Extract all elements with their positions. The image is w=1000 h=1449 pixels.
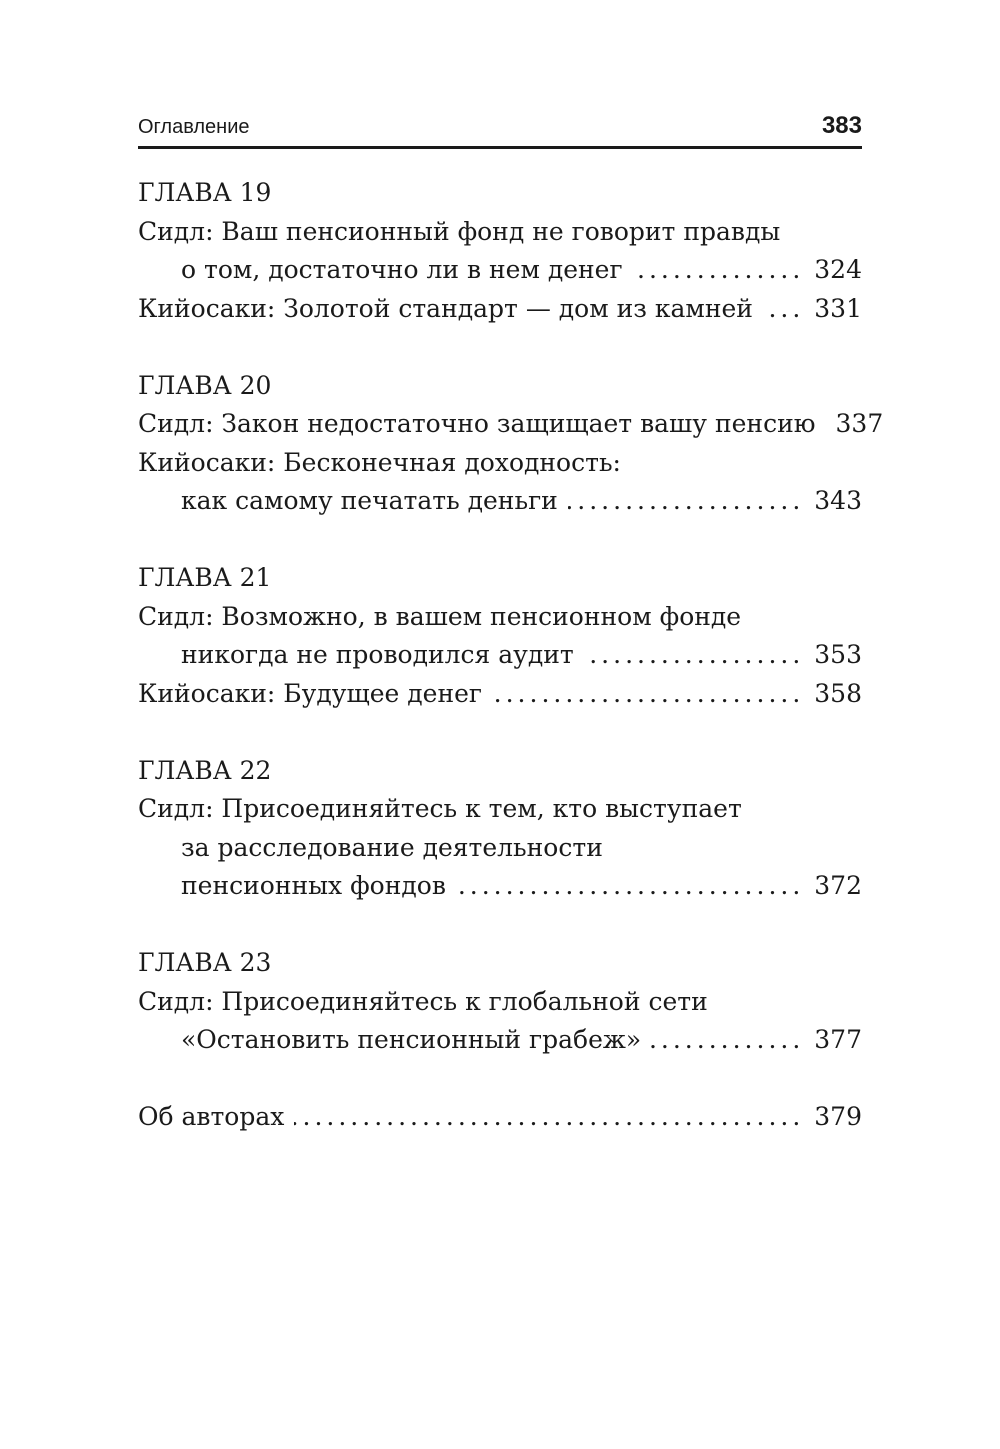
toc-chapter-23 bbox=[138, 944, 862, 1060]
entry-text: никогда не проводился аудит bbox=[181, 640, 574, 669]
chapter-title: ГЛАВА 23 bbox=[138, 948, 272, 977]
dot-leader bbox=[584, 636, 805, 675]
entry-text: Сидл: Присоединяйтесь к тем, кто выступает bbox=[138, 794, 742, 823]
entry-page: 324 bbox=[814, 255, 862, 284]
entry-text: о том, достаточно ли в нем денег bbox=[181, 255, 623, 284]
toc-entry[interactable] bbox=[138, 405, 884, 444]
page-number: 383 bbox=[821, 112, 862, 139]
dot-leader bbox=[294, 1098, 804, 1137]
toc-entry[interactable] bbox=[138, 290, 862, 329]
toc-entry[interactable] bbox=[138, 675, 862, 714]
dot-leader bbox=[633, 251, 805, 290]
entry-page: 377 bbox=[814, 1025, 862, 1054]
entry-page: 379 bbox=[814, 1102, 862, 1131]
entry-page: 353 bbox=[814, 640, 862, 669]
entry-page: 343 bbox=[814, 486, 862, 515]
running-header bbox=[138, 112, 862, 149]
entry-page: 358 bbox=[814, 678, 862, 708]
entry-text: как самому печатать деньги bbox=[181, 486, 558, 515]
entry-text: Кийосаки: Будущее денег bbox=[138, 678, 482, 708]
chapter-title: ГЛАВА 19 bbox=[138, 178, 272, 207]
entry-page: 331 bbox=[814, 293, 862, 323]
toc-entry[interactable] bbox=[138, 790, 862, 906]
chapter-title: ГЛАВА 21 bbox=[138, 563, 272, 592]
entry-text: Сидл: Закон недостаточно защищает вашу пенсию bbox=[138, 409, 816, 438]
entry-text: Сидл: Ваш пенсионный фонд не говорит правды bbox=[138, 216, 781, 246]
toc-chapter-19 bbox=[138, 174, 862, 328]
entry-page: 337 bbox=[835, 409, 884, 438]
entry-text: Сидл: Возможно, в вашем пенсионном фонде bbox=[138, 601, 742, 631]
entry-text: Об авторах bbox=[138, 1102, 285, 1131]
dot-leader bbox=[492, 675, 804, 714]
entry-text: Кийосаки: Золотой стандарт — дом из камней bbox=[138, 293, 753, 323]
dot-leader bbox=[456, 867, 804, 906]
entry-text: пенсионных фондов bbox=[181, 871, 446, 900]
entry-text: Кийосаки: Бесконечная доходность: bbox=[138, 447, 621, 477]
toc-chapter-21 bbox=[138, 559, 862, 713]
toc-entry[interactable] bbox=[138, 983, 862, 1060]
toc-entry-about-authors[interactable] bbox=[138, 1098, 862, 1137]
dot-leader bbox=[651, 1021, 804, 1060]
dot-leader bbox=[568, 482, 804, 521]
chapter-title: ГЛАВА 20 bbox=[138, 370, 272, 400]
entry-page: 372 bbox=[814, 871, 862, 900]
toc-chapter-20 bbox=[138, 367, 884, 521]
entry-text: «Остановить пенсионный грабеж» bbox=[181, 1025, 642, 1054]
toc-chapter-22 bbox=[138, 752, 862, 906]
toc-entry[interactable] bbox=[138, 444, 862, 521]
toc-entry[interactable] bbox=[138, 598, 862, 675]
section-title: Оглавление bbox=[138, 116, 250, 138]
dot-leader bbox=[763, 290, 804, 329]
entry-text: Сидл: Присоединяйтесь к глобальной сети bbox=[138, 986, 708, 1016]
entry-text: за расследование деятельности bbox=[181, 832, 603, 862]
toc-entry[interactable] bbox=[138, 213, 862, 290]
table-of-contents bbox=[138, 174, 884, 1137]
chapter-title: ГЛАВА 22 bbox=[138, 755, 272, 785]
